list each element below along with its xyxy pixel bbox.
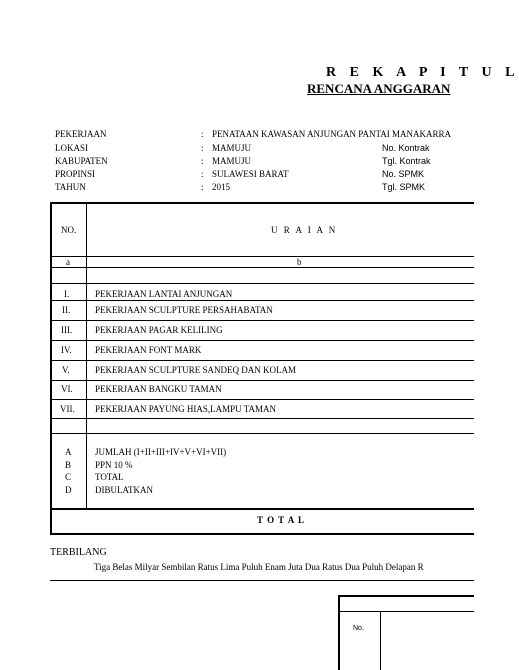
- table-border-left: [50, 202, 52, 535]
- info-value-lokasi: MAMUJU: [212, 143, 252, 153]
- item-no: VII.: [60, 404, 75, 414]
- item-desc: PEKERJAAN PAGAR KELILING: [95, 325, 223, 335]
- column-header-uraian: U R A I A N: [271, 225, 338, 235]
- info-value-propinsi: SULAWESI BARAT: [212, 169, 289, 179]
- summary-no: A: [65, 447, 72, 457]
- table-divider: [50, 380, 474, 381]
- item-desc: PEKERJAAN FONT MARK: [95, 345, 202, 355]
- table-divider: [50, 399, 474, 400]
- document-subtitle: RENCANA ANGGARAN: [307, 81, 451, 96]
- item-desc: PEKERJAAN PAYUNG HIAS,LAMPU TAMAN: [95, 404, 276, 414]
- total-label: T O T A L: [257, 515, 306, 525]
- table-divider: [50, 360, 474, 361]
- summary-no: B: [65, 460, 72, 470]
- table-border-bottom: [50, 533, 474, 535]
- terbilang-text: Tiga Belas Milyar Sembilan Ratus Lima Puluh Enam Juta Dua Ratus Dua Puluh Delapan R: [94, 562, 424, 572]
- footer-box-column-divider: [380, 611, 381, 670]
- info-value-tahun: 2015: [212, 182, 230, 192]
- item-no: V.: [62, 365, 70, 375]
- info-value-pekerjaan: PENATAAN KAWASAN ANJUNGAN PANTAI MANAKARRA: [212, 129, 452, 139]
- terbilang-label: TERBILANG: [50, 547, 107, 558]
- summary-no: C: [65, 472, 72, 482]
- table-column-divider: [86, 204, 87, 508]
- summary-desc: PPN 10 %: [95, 460, 133, 470]
- summary-desc: JUMLAH (I+II+III+IV+V+VI+VII): [95, 447, 227, 457]
- info-label-pekerjaan: PEKERJAAN: [55, 129, 107, 139]
- summary-desc: DIBULATKAN: [95, 485, 153, 495]
- item-desc: PEKERJAAN SCULPTURE SANDEQ DAN KOLAM: [95, 365, 297, 375]
- terbilang-underline: [50, 580, 474, 581]
- footer-box-top: [338, 595, 474, 597]
- footer-box-divider: [338, 611, 474, 612]
- info-label-lokasi: LOKASI: [55, 143, 88, 153]
- info-colon: :: [201, 182, 204, 192]
- info-colon: :: [201, 156, 204, 166]
- summary-desc: TOTAL: [95, 472, 124, 482]
- document-title: R E K A P I T U L: [326, 65, 519, 80]
- summary-no: D: [65, 485, 72, 495]
- table-divider: [50, 256, 474, 257]
- item-desc: PEKERJAAN SCULPTURE PERSAHABATAN: [95, 305, 273, 315]
- table-divider: [50, 300, 474, 301]
- info-no-spmk: No. SPMK: [382, 169, 425, 179]
- table-divider: [50, 418, 474, 419]
- column-header-no: NO.: [61, 225, 77, 235]
- item-desc: PEKERJAAN BANGKU TAMAN: [95, 384, 222, 394]
- footer-box-left: [338, 595, 340, 670]
- item-desc: PEKERJAAN LANTAI ANJUNGAN: [95, 289, 233, 299]
- info-no-kontrak: No. Kontrak: [382, 143, 430, 153]
- table-divider: [50, 267, 474, 268]
- table-divider: [50, 283, 474, 284]
- info-label-kabupaten: KABUPATEN: [55, 156, 108, 166]
- info-label-propinsi: PROPINSI: [55, 169, 96, 179]
- subheader-a: a: [66, 257, 70, 267]
- info-colon: :: [201, 129, 204, 139]
- info-label-tahun: TAHUN: [55, 182, 86, 192]
- table-border-top: [50, 202, 474, 204]
- info-colon: :: [201, 143, 204, 153]
- info-value-kabupaten: MAMUJU: [212, 156, 252, 166]
- subheader-b: b: [297, 257, 302, 267]
- item-no: VI.: [61, 384, 73, 394]
- item-no: IV.: [61, 345, 72, 355]
- info-tgl-spmk: Tgl. SPMK: [382, 182, 426, 192]
- item-no: II.: [62, 305, 71, 315]
- table-divider: [50, 433, 474, 434]
- item-no: III.: [61, 325, 73, 335]
- table-divider: [50, 340, 474, 341]
- info-colon: :: [201, 169, 204, 179]
- table-divider-total: [50, 508, 474, 510]
- table-divider: [50, 320, 474, 321]
- info-tgl-kontrak: Tgl. Kontrak: [382, 156, 431, 166]
- item-no: I.: [64, 289, 70, 299]
- footer-no-label: No.: [353, 625, 364, 632]
